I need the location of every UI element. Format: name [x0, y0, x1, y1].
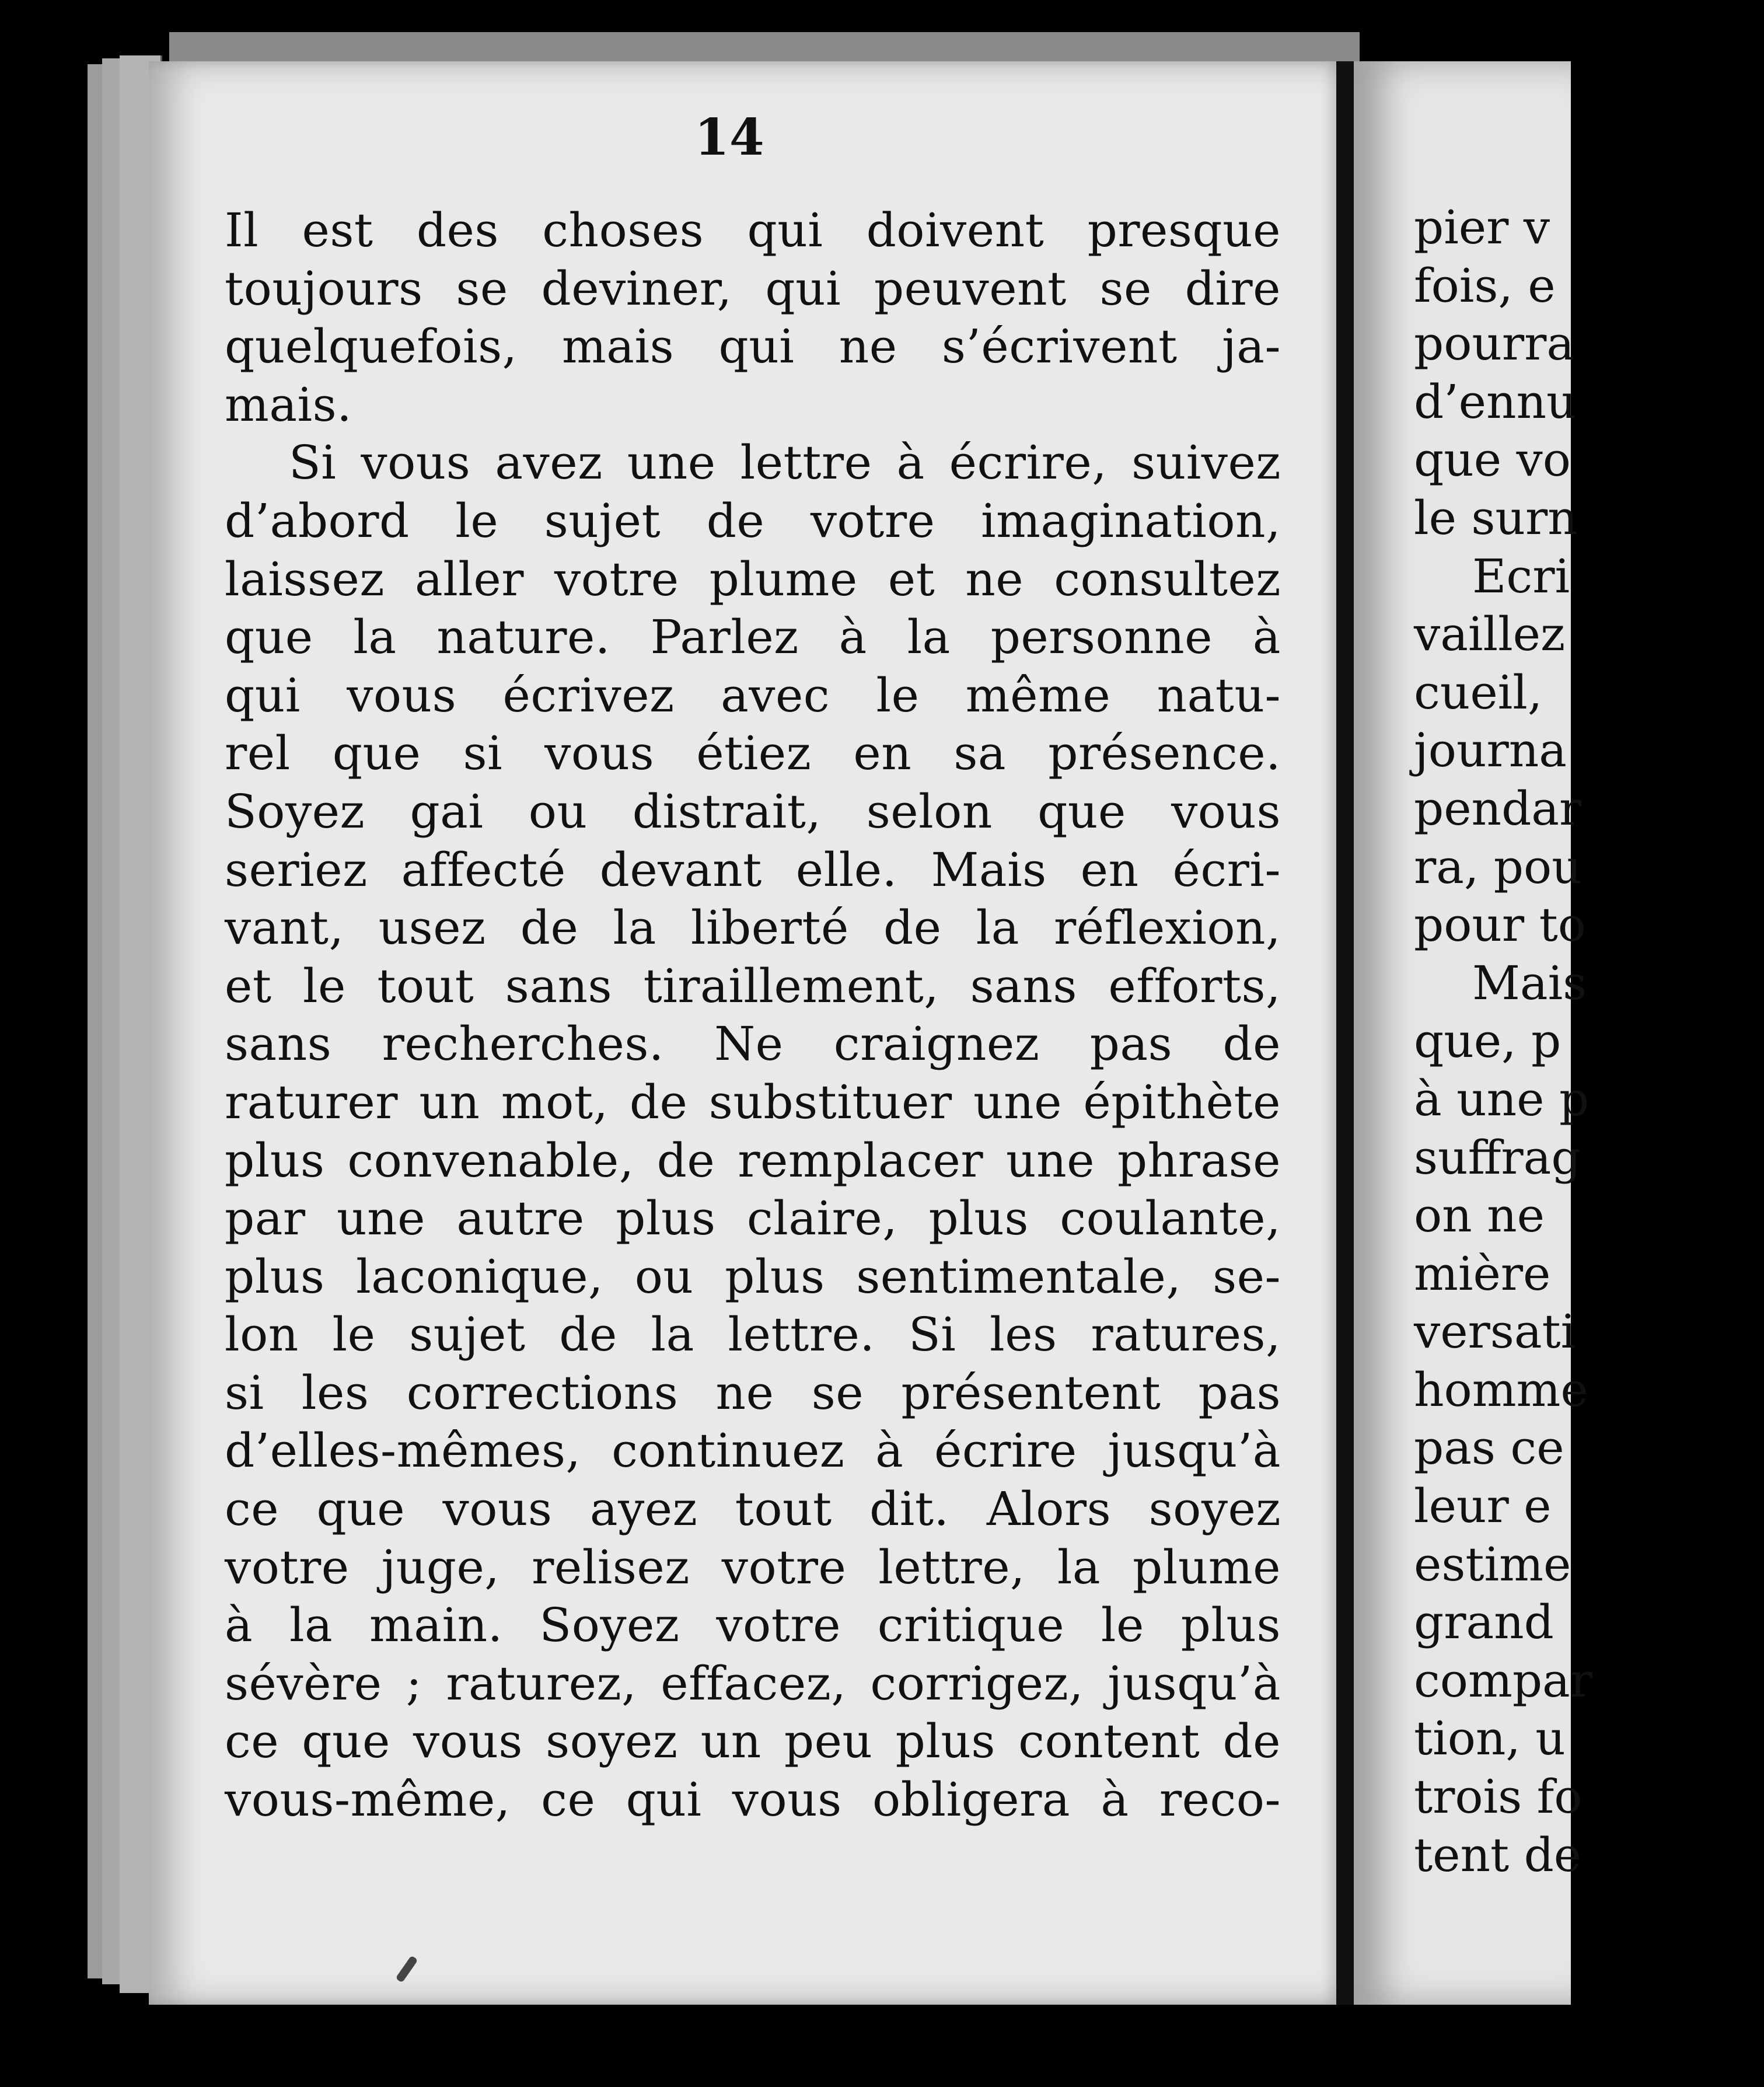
text-line: si les corrections ne se présentent pas — [225, 1365, 1281, 1420]
text-line: ce que vous ayez tout dit. Alors soyez — [225, 1482, 1281, 1537]
text-line: suffrag — [1414, 1130, 1581, 1185]
text-line: que vo — [1414, 432, 1571, 487]
text-line: vous-même, ce qui vous obligera à reco- — [225, 1772, 1281, 1827]
book-gutter — [1336, 61, 1354, 2005]
text-line: fois, e — [1414, 258, 1556, 313]
text-line: plus laconique, ou plus sentimentale, se- — [225, 1249, 1281, 1304]
text-line: que la nature. Parlez à la personne à — [225, 610, 1281, 665]
text-line: seriez affecté devant elle. Mais en écri- — [225, 842, 1281, 897]
text-line: mière — [1414, 1246, 1551, 1301]
text-line: votre juge, relisez votre lettre, la plume — [225, 1540, 1281, 1594]
text-line: leur e — [1414, 1479, 1552, 1534]
text-line: par une autre plus claire, plus coulante, — [225, 1191, 1281, 1246]
right-page-text — [1414, 198, 1764, 1884]
text-line: le surn — [1414, 490, 1578, 545]
page-number: 14 — [694, 108, 764, 167]
text-line: ra, pou — [1414, 839, 1582, 894]
text-line: tent de — [1414, 1827, 1582, 1882]
text-line: toujours se deviner, qui peuvent se dire — [225, 261, 1281, 316]
text-line: sans recherches. Ne craignez pas de — [225, 1017, 1281, 1072]
text-line: sévère ; raturez, effacez, corrigez, jusqu’à — [225, 1656, 1281, 1711]
text-line: plus convenable, de remplacer une phrase — [225, 1133, 1281, 1188]
text-line: Il est des choses qui doivent presque — [225, 203, 1281, 257]
text-line: trois fo — [1414, 1770, 1583, 1824]
text-line: Soyez gai ou distrait, selon que vous — [225, 784, 1281, 839]
text-line: ce que vous soyez un peu plus content de — [225, 1714, 1281, 1769]
text-line: à une p — [1414, 1072, 1590, 1126]
text-line: que, p — [1414, 1014, 1562, 1069]
text-line: estime — [1414, 1537, 1571, 1592]
text-line: Mais — [1472, 955, 1587, 1010]
text-line: vaillez — [1414, 607, 1566, 662]
text-line: grand — [1414, 1595, 1554, 1650]
text-line: pier v — [1414, 200, 1550, 254]
text-line: vant, usez de la liberté de la réflexion, — [225, 901, 1281, 955]
text-line: pas ce — [1414, 1421, 1564, 1475]
text-line: d’ennu — [1414, 374, 1577, 429]
page-top-edge — [169, 32, 1360, 64]
text-line: homme — [1414, 1362, 1588, 1417]
text-line: Si vous avez une lettre à écrire, suivez — [289, 435, 1281, 490]
text-line: pourra — [1414, 316, 1575, 371]
text-line: à la main. Soyez votre critique le plus — [225, 1598, 1281, 1653]
text-line: versati — [1414, 1304, 1576, 1359]
text-line: laissez aller votre plume et ne consultez — [225, 552, 1281, 606]
text-line: on ne — [1414, 1188, 1545, 1243]
right-page — [1354, 61, 1592, 2005]
text-line: lon le sujet de la lettre. Si les ratures, — [225, 1307, 1281, 1362]
text-line: quelquefois, mais qui ne s’écrivent ja- — [225, 319, 1281, 374]
text-line: qui vous écrivez avec le même natu- — [225, 668, 1281, 723]
text-line: tion, u — [1414, 1711, 1566, 1766]
text-line: journa — [1414, 723, 1567, 778]
text-line: et le tout sans tiraillement, sans efforts, — [225, 958, 1281, 1013]
text-line: compar — [1414, 1653, 1592, 1708]
text-line: d’abord le sujet de votre imagination, — [225, 493, 1281, 548]
text-line: cueil, — [1414, 665, 1543, 720]
text-line: Ecri — [1472, 549, 1570, 603]
text-line: pendar — [1414, 781, 1582, 836]
text-line: raturer un mot, de substituer une épithète — [225, 1074, 1281, 1129]
text-line: pour to — [1414, 898, 1586, 952]
left-page-text — [225, 201, 1281, 1829]
text-line: rel que si vous étiez en sa présence. — [225, 726, 1281, 781]
text-line: d’elles-mêmes, continuez à écrire jusqu’à — [225, 1423, 1281, 1478]
text-line: mais. — [225, 377, 352, 432]
